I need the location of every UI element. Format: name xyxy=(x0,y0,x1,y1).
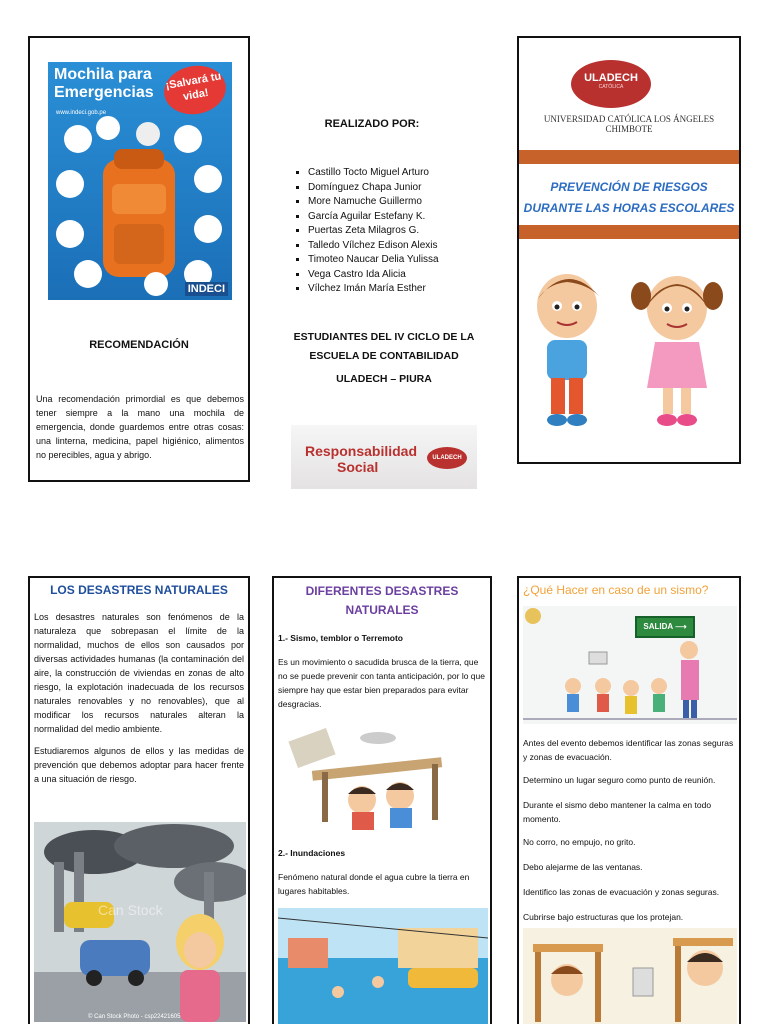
panel-diferentes-desastres xyxy=(272,576,492,1024)
bottom-bar xyxy=(519,225,739,239)
author-list xyxy=(292,166,518,297)
school-name: ULADECH – PIURA xyxy=(336,373,432,385)
uladech-badge: ULADECH xyxy=(427,447,467,469)
image-credit: © Can Stock Photo - csp22421605 xyxy=(88,1014,181,1020)
sismo-steps xyxy=(523,736,735,924)
panel-desastres-naturales xyxy=(28,576,250,1024)
list-item: ▪ Talledo Vílchez Edison Alexis xyxy=(308,239,518,254)
desastres-heading: LOS DESASTRES NATURALES xyxy=(50,583,228,597)
panel-cover xyxy=(517,36,741,464)
emergency-backpack-poster xyxy=(48,62,232,300)
realizado-por-heading: REALIZADO POR: xyxy=(324,118,420,130)
poster-badge: ¡Salvará tu vida! xyxy=(160,62,229,119)
list-item: ▪ Vega Castro Ida Alicia xyxy=(308,268,518,283)
students-line: ESTUDIANTES DEL IV CICLO DE LA ESCUELA DE CONTABILIDAD xyxy=(293,331,475,362)
list-item: No corro, no empujo, no grito. xyxy=(523,837,636,847)
list-item: ▪ Castillo Tocto Miguel Arturo xyxy=(308,166,518,181)
flood-illustration xyxy=(278,908,488,1024)
poster-title-line2: Emergencias xyxy=(54,84,154,101)
panel-realizado-por xyxy=(262,36,502,496)
recomendacion-text: Una recomendación primordial es que debemos tener siempre a la mano una mochila de emergencia, donde guardemos entre otras cosas: una linterna, medicina, papel higiénico, alimentos no perecibles, agua y abrigo. xyxy=(36,394,244,460)
pollution-illustration xyxy=(34,822,246,1022)
panel-que-hacer-sismo xyxy=(517,576,741,1024)
uladech-logo: ULADECH CATÓLICA xyxy=(571,60,651,108)
list-item: Identifico las zonas de evacuación y zonas seguras. xyxy=(523,887,720,897)
list-item: Debo alejarme de las ventanas. xyxy=(523,862,643,872)
responsabilidad-social-logo: Responsabilidad Social ULADECH xyxy=(291,425,477,489)
image-watermark: Can Stock xyxy=(98,902,163,918)
top-bar xyxy=(519,150,739,164)
poster-title-line1: Mochila para xyxy=(54,66,152,83)
list-item: ▪ Vílchez Imán María Esther xyxy=(308,282,518,297)
list-item: ▪ Domínguez Chapa Junior xyxy=(308,181,518,196)
list-item: ▪ More Namuche Guillermo xyxy=(308,195,518,210)
sismo-text: Es un movimiento o sacudida brusca de la tierra, que no se puede prevenir con tanta anticipación, por lo que siempre hay que estar bien preparados para evitar desgracias. xyxy=(278,657,485,709)
exit-sign: SALIDA ⟶ xyxy=(635,616,695,638)
panel-recomendacion xyxy=(28,36,250,482)
desastres-para1: Los desastres naturales son fenómenos de la naturaleza que sobrepasan el límite de la normalidad, muchos de ellos son causados por diversas actividades humanas (la contaminación del aire, la construcción de viviendas en zonas de alto riesgo, la explotación inadecuada de los recursos naturales renovables y no renovables), que al modificar los recursos naturales alteran la normalidad del medio ambiente. xyxy=(34,612,244,734)
list-item: Cubrirse bajo estructuras que los protejan. xyxy=(523,912,684,922)
cover-under-desk-illustration xyxy=(523,928,737,1024)
diferentes-heading: DIFERENTES DESASTRES NATURALES xyxy=(305,584,459,617)
inundaciones-subheading: 2.- Inundaciones xyxy=(278,848,346,858)
list-item: Antes del evento debemos identificar las zonas seguras y zonas de evacuación. xyxy=(523,738,734,762)
indeci-logo: INDECI xyxy=(185,282,228,296)
university-name: UNIVERSIDAD CATÓLICA LOS ÁNGELES CHIMBOTE xyxy=(543,114,715,134)
list-item: Durante el sismo debo mantener la calma en todo momento. xyxy=(523,800,712,824)
list-item: ▪ Timoteo Naucar Delia Yulissa xyxy=(308,253,518,268)
list-item: Determino un lugar seguro como punto de reunión. xyxy=(523,775,716,785)
earthquake-illustration xyxy=(282,724,482,834)
list-item: ▪ Puertas Zeta Milagros G. xyxy=(308,224,518,239)
inundaciones-text: Fenómeno natural donde el agua cubre la tierra en lugares habitables. xyxy=(278,872,470,896)
list-item: ▪ García Aguilar Estefany K. xyxy=(308,210,518,225)
evacuation-illustration xyxy=(523,606,737,724)
cover-title: PREVENCIÓN DE RIESGOS DURANTE LAS HORAS ESCOLARES xyxy=(523,180,735,215)
recomendacion-heading: RECOMENDACIÓN xyxy=(89,339,189,351)
children-illustration xyxy=(527,266,731,438)
sismo-heading: ¿Qué Hacer en caso de un sismo? xyxy=(523,583,709,597)
backpack-illustration xyxy=(48,114,232,300)
sismo-subheading: 1.- Sismo, temblor o Terremoto xyxy=(278,633,404,643)
poster-url: www.indeci.gob.pe xyxy=(56,110,107,116)
desastres-para2: Estudiaremos algunos de ellos y las medidas de prevención que debemos adoptar para hacer frente a una situación de riesgo. xyxy=(34,746,244,784)
